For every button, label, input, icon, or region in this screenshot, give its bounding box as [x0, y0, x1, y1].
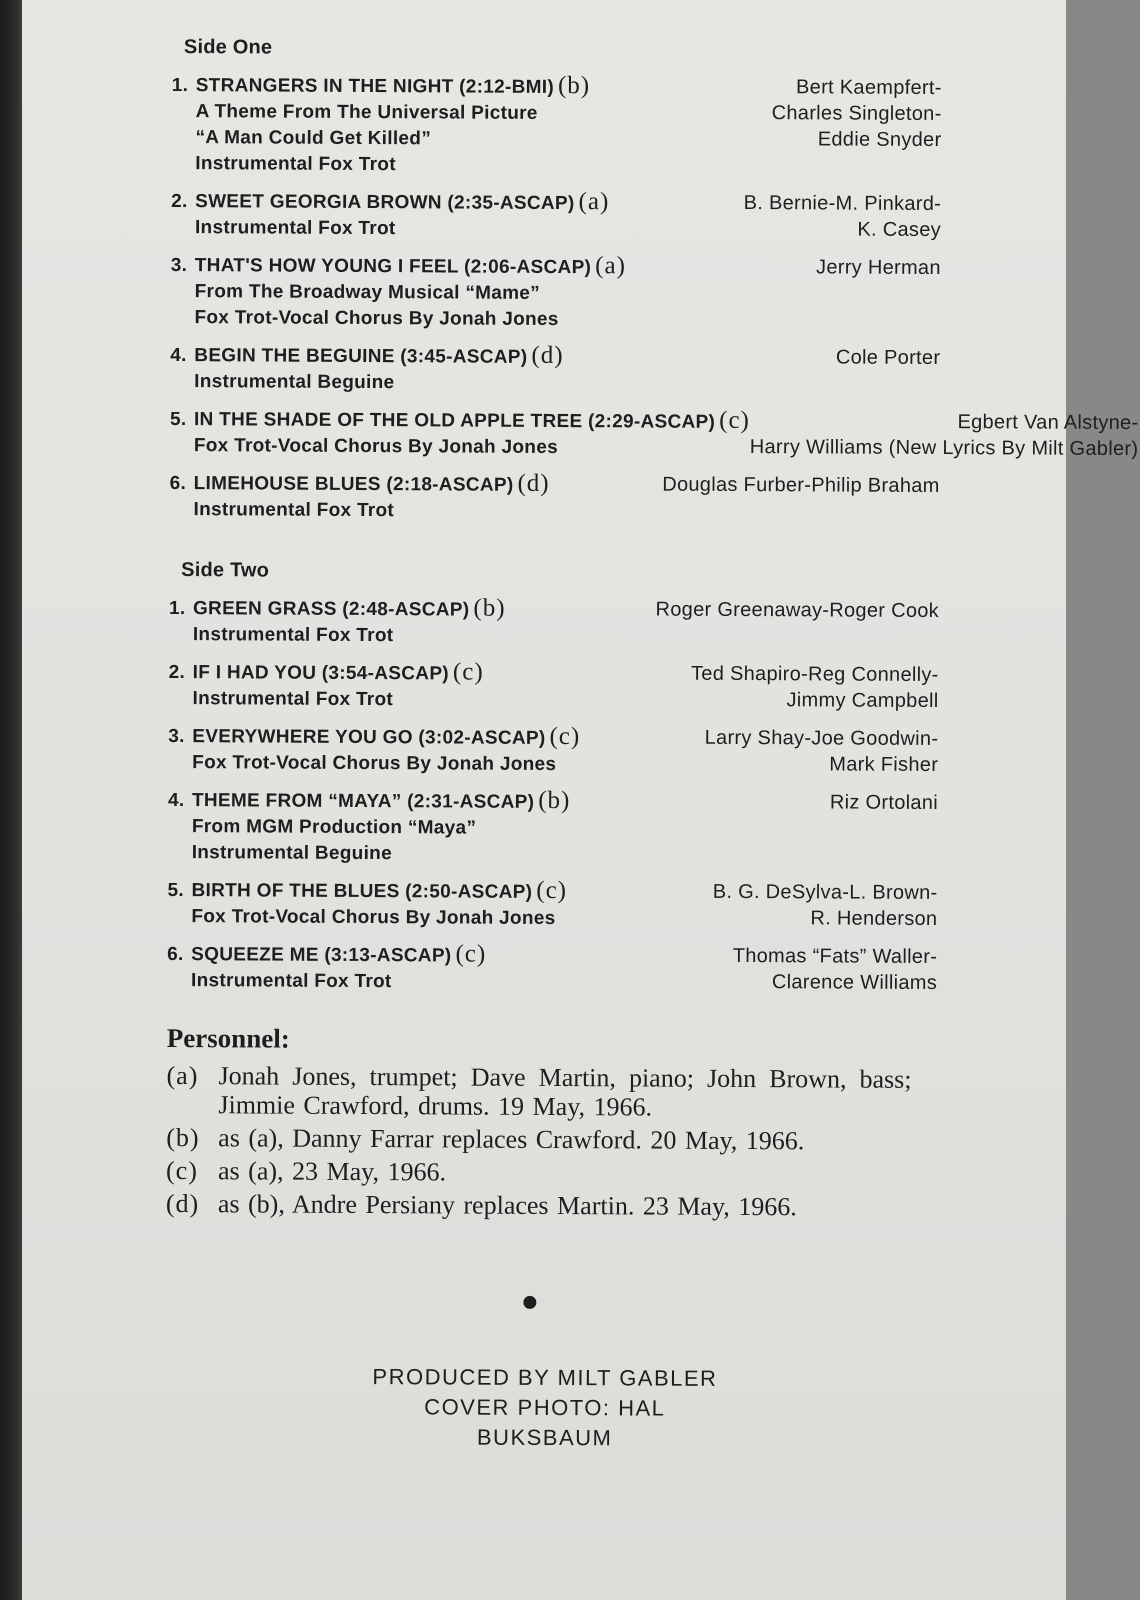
- composer-line: Roger Greenaway-Roger Cook: [655, 598, 940, 623]
- credits: [365, 1362, 725, 1454]
- side-two-track-list: [167, 594, 939, 998]
- track-composers: [662, 472, 940, 499]
- track-number: 4.: [167, 789, 185, 812]
- track-note: Fox Trot-Vocal Chorus By Jonah Jones: [193, 435, 559, 459]
- cover-photo-credit: COVER PHOTO: HAL BUKSBAUM: [424, 1394, 666, 1451]
- personnel-lineup: Jonah Jones, trumpet; Dave Martin, piano; John Brown, bass; Jimmie Crawford, drums. 19 May, 1966.: [218, 1061, 912, 1122]
- track-entry: [167, 876, 937, 934]
- track-session-code: (c): [452, 658, 484, 686]
- side-one-track-list: [169, 71, 1139, 527]
- track-info: [170, 251, 626, 333]
- track-heading: [170, 469, 550, 499]
- bullet-separator: [523, 1296, 536, 1309]
- track-title: GREEN GRASS (2:48-ASCAP): [192, 598, 470, 621]
- track-title: THAT'S HOW YOUNG I FEEL (2:06-ASCAP): [194, 255, 592, 279]
- track-session-code: (b): [473, 594, 506, 622]
- track-info: [169, 469, 549, 525]
- liner-notes-sheet: [22, 0, 1139, 1600]
- track-info: [171, 187, 609, 243]
- track-info: [168, 786, 571, 868]
- track-entry: [171, 187, 941, 245]
- side-one-title: Side One: [183, 36, 273, 59]
- personnel-session-key: (c): [165, 1155, 198, 1186]
- track-heading: [170, 405, 750, 436]
- track-note: Instrumental Fox Trot: [190, 970, 392, 993]
- track-heading: [169, 594, 506, 624]
- track-title: LIMEHOUSE BLUES (2:18-ASCAP): [193, 473, 514, 496]
- track-note: Instrumental Fox Trot: [194, 217, 396, 240]
- composer-line: Jerry Herman: [816, 256, 941, 280]
- track-entry: [169, 594, 939, 652]
- track-entry: [167, 940, 937, 998]
- track-entry: [168, 658, 938, 716]
- composer-line: Ted Shapiro-Reg Connelly-: [690, 662, 939, 687]
- track-title: SQUEEZE ME (3:13-ASCAP): [191, 944, 452, 967]
- track-heading: [168, 722, 580, 752]
- personnel-entry: [166, 1123, 911, 1156]
- track-composers: [816, 254, 941, 281]
- track-session-code: (c): [719, 406, 750, 435]
- personnel-session-key: (d): [165, 1188, 200, 1219]
- track-title: IN THE SHADE OF THE OLD APPLE TREE (2:29-ASCAP): [193, 409, 716, 433]
- track-heading: [167, 876, 567, 906]
- track-entry: [170, 251, 940, 335]
- track-title: EVERYWHERE YOU GO (3:02-ASCAP): [192, 726, 546, 749]
- track-heading: [172, 71, 591, 101]
- composer-line: R. Henderson: [810, 907, 938, 931]
- track-session-code: (a): [595, 252, 627, 280]
- composer-line: Thomas “Fats” Waller-: [732, 944, 938, 969]
- composer-line: B. G. DeSylva-L. Brown-: [712, 880, 938, 905]
- track-session-code: (c): [455, 940, 487, 968]
- track-heading: [171, 187, 609, 217]
- track-note: Fox Trot-Vocal Chorus By Jonah Jones: [191, 906, 556, 930]
- composer-line: Clarence Williams: [771, 971, 938, 995]
- track-composers: [830, 789, 938, 816]
- track-session-code: (c): [536, 876, 568, 905]
- track-session-code: (b): [557, 72, 591, 100]
- composer-line: Harry Williams (New Lyrics By Milt Gabler): [749, 436, 1139, 461]
- track-info: [171, 71, 590, 179]
- track-entry: [168, 722, 938, 780]
- track-composers: [704, 725, 938, 778]
- liner-notes-content: [165, 36, 1139, 1455]
- track-number: 3.: [168, 725, 185, 748]
- track-session-code: (b): [538, 786, 571, 815]
- composer-line: Riz Ortolani: [829, 791, 939, 815]
- track-number: 2.: [168, 661, 186, 684]
- track-note: Instrumental Fox Trot: [192, 688, 394, 711]
- track-note: Instrumental Beguine: [191, 842, 393, 865]
- personnel-section: [166, 1024, 912, 1222]
- composer-line: Eddie Snyder: [817, 128, 942, 152]
- track-number: 3.: [170, 254, 188, 277]
- track-info: [170, 405, 750, 462]
- track-number: 5.: [167, 879, 185, 902]
- side-two-title: Side Two: [181, 559, 270, 582]
- personnel-list: [166, 1061, 912, 1222]
- track-number: 1.: [168, 597, 186, 620]
- composer-line: Egbert Van Alstyne-: [957, 411, 1139, 435]
- composer-line: Douglas Furber-Philip Braham: [662, 473, 940, 498]
- track-title: BEGIN THE BEGUINE (3:45-ASCAP): [194, 345, 528, 368]
- track-info: [168, 722, 580, 778]
- track-note: Instrumental Fox Trot: [195, 153, 396, 176]
- track-composers: [743, 190, 941, 243]
- track-entry: [169, 405, 1139, 463]
- personnel-lineup: as (b), Andre Persiany replaces Martin. 23 May, 1966.: [217, 1189, 797, 1222]
- track-info: [168, 658, 483, 714]
- track-title: BIRTH OF THE BLUES (2:50-ASCAP): [191, 880, 533, 903]
- composer-line: K. Casey: [857, 218, 942, 242]
- track-info: [169, 594, 506, 650]
- track-number: 2.: [171, 190, 188, 213]
- personnel-session-key: (b): [166, 1122, 200, 1153]
- composer-line: B. Bernie-M. Pinkard-: [743, 191, 942, 216]
- track-title: THEME FROM “MAYA” (2:31-ASCAP): [191, 790, 535, 813]
- track-number: 6.: [167, 943, 184, 966]
- track-composers: [713, 879, 938, 932]
- composer-line: Bert Kaempfert-: [796, 76, 942, 100]
- track-note: Instrumental Fox Trot: [193, 499, 395, 522]
- track-entry: [170, 341, 940, 399]
- track-entry: [168, 786, 938, 870]
- track-note: Fox Trot-Vocal Chorus By Jonah Jones: [194, 307, 559, 331]
- composer-line: Cole Porter: [835, 346, 941, 370]
- track-session-code: (d): [517, 469, 550, 497]
- track-heading: [168, 786, 571, 816]
- personnel-entry: [166, 1061, 911, 1123]
- personnel-lineup: as (a), 23 May, 1966.: [217, 1156, 447, 1187]
- track-heading: [170, 341, 563, 371]
- track-info: [167, 876, 567, 932]
- track-number: 1.: [171, 74, 189, 97]
- composer-line: Larry Shay-Joe Goodwin-: [704, 726, 939, 751]
- track-number: 5.: [169, 408, 187, 431]
- track-note: Instrumental Beguine: [194, 371, 395, 394]
- track-number: 4.: [170, 344, 187, 367]
- track-note: From MGM Production “Maya”: [191, 816, 477, 839]
- track-entry: [169, 469, 939, 527]
- track-number: 6.: [169, 472, 187, 495]
- personnel-entry: [166, 1189, 911, 1222]
- track-info: [167, 940, 486, 996]
- track-note: A Theme From The Universal Picture: [195, 101, 538, 124]
- track-composers: [771, 74, 941, 153]
- track-composers: [836, 344, 941, 371]
- track-title: SWEET GEORGIA BROWN (2:35-ASCAP): [195, 191, 575, 215]
- track-session-code: (d): [531, 341, 564, 370]
- track-composers: [691, 661, 939, 714]
- track-note: From The Broadway Musical “Mame”: [194, 281, 541, 304]
- track-session-code: (a): [578, 188, 610, 216]
- composer-line: Jimmy Campbell: [786, 689, 939, 713]
- track-heading: [167, 940, 486, 970]
- track-composers: [733, 943, 938, 996]
- composer-line: Charles Singleton-: [771, 102, 942, 126]
- producer-credit: PRODUCED BY MILT GABLER: [372, 1364, 718, 1391]
- track-entry: [171, 71, 942, 181]
- composer-line: Mark Fisher: [829, 753, 939, 777]
- track-note: “A Man Could Get Killed”: [195, 127, 432, 150]
- track-title: STRANGERS IN THE NIGHT (2:12-BMI): [195, 75, 555, 99]
- track-note: Instrumental Fox Trot: [192, 624, 394, 647]
- track-heading: [169, 658, 484, 688]
- personnel-entry: [166, 1156, 911, 1189]
- track-title: IF I HAD YOU (3:54-ASCAP): [192, 662, 450, 685]
- track-composers: [655, 597, 939, 624]
- track-heading: [171, 251, 626, 281]
- track-composers: [750, 408, 1139, 462]
- track-session-code: (c): [549, 722, 581, 751]
- track-info: [170, 341, 564, 397]
- track-note: Fox Trot-Vocal Chorus By Jonah Jones: [192, 752, 557, 776]
- personnel-heading: Personnel:: [166, 1022, 290, 1054]
- personnel-lineup: as (a), Danny Farrar replaces Crawford. 20 May, 1966.: [218, 1123, 805, 1156]
- personnel-session-key: (a): [166, 1060, 199, 1091]
